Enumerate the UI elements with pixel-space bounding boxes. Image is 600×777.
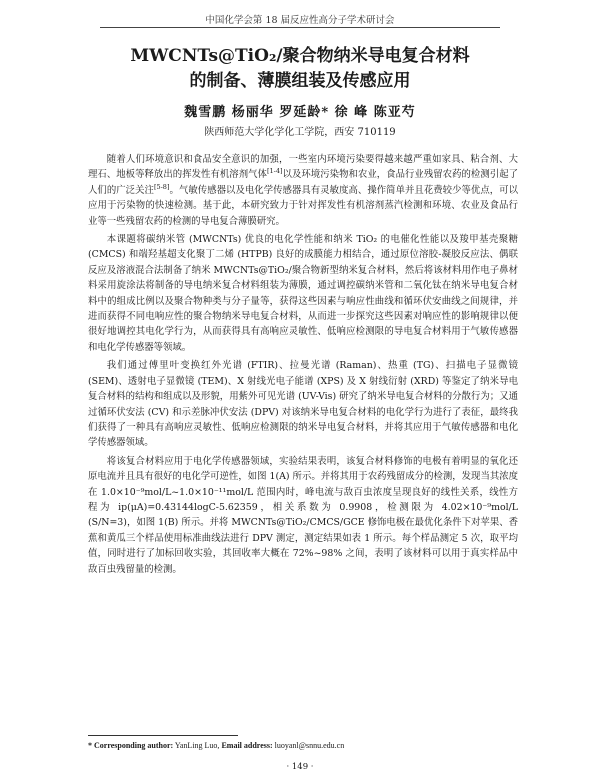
header-rule bbox=[100, 27, 500, 28]
paragraph-2: 本课题将碳纳米管 (MWCNTs) 优良的电化学性能和纳米 TiO₂ 的电催化性能以及羧甲基壳聚糖 (CMCS) 和端羟基超支化聚丁二烯 (HTPB) 良好的成膜能力相结合，通过原位溶胶-凝胶反应法、偶联反应及溶液混合法制备了纳米 MWCNTs@TiO₂/聚合物新型纳米复合材料，然后将该材料用作电子鼻材料采用旋涂法将制备的导电纳米复合材料组装为薄膜，通过调控碳纳米管和二氧化钛在纳米导电复合材料中的组成比例以及聚合物种类与分子量等，获得这些因素与响应性曲线和循环伏安曲线之间规律，并进而获得不同电响应性的聚合物纳米导电复合材料，从而进一步探究这些因素对响应性的影响规律以便很好地调控其电化学行为，从而获得具有高响应灵敏性、低响应检测限的导电复合材料用于气敏传感器和电化学传感器等领域。 bbox=[88, 234, 518, 353]
title-line-2: 的制备、薄膜组装及传感应用 bbox=[189, 71, 411, 91]
footnote-rule bbox=[88, 735, 238, 736]
paragraph-3: 我们通过傅里叶变换红外光谱 (FTIR)、拉曼光谱 (Raman)、热重 (TG)、扫描电子显微镜 (SEM)、透射电子显微镜 (TEM)、X 射线光电子能谱 (XPS) 及 X 射线衍射 (XRD) 等鉴定了纳米导电复合材料的结构和组成以及形貌，用紫外可见光谱 (UV-Vis) 研究了纳米导电复合材料的分散行为；又通过循环伏安法 (CV) 和示差脉冲伏安法 (DPV) 对该纳米导电复合材料的电化学行为进行了表征，最终我们获得了一种具有高响应灵敏性、低响应检测限的纳米导电复合材料，并将其应用于气敏传感器和电化学传感器领域。 bbox=[88, 360, 518, 449]
page-number: · 149 · bbox=[286, 762, 314, 772]
footnote-label: * Corresponding author: bbox=[88, 741, 174, 750]
footnote-name: YanLing Luo, bbox=[174, 741, 220, 750]
footnote-email-label: Email address: bbox=[221, 741, 273, 750]
citation-1-4: [1-4] bbox=[266, 167, 283, 176]
affiliation: 陕西师范大学化学化工学院，西安 710119 bbox=[204, 127, 396, 138]
paragraph-1-part-a: 随着人们环境意识和食品安全意识的加强，一些室内环境污染要得越来越严重如家具、粘合剂、大理石、地板等释放出的挥发性有机溶剂气体 bbox=[88, 154, 518, 181]
paragraph-1-part-b: 以及环境污染物和农业，食品行业残留农药的检测引起了人们的广泛关注 bbox=[88, 169, 518, 196]
paragraph-1 bbox=[88, 152, 518, 229]
paper-title bbox=[0, 44, 600, 94]
running-head: 中国化学会第 18 届反应性高分子学术研讨会 bbox=[205, 15, 395, 26]
citation-5-8: [5-8] bbox=[153, 182, 170, 191]
paragraph-1-part-c: 。气敏传感器以及电化学传感器具有灵敏度高、操作简单并且花费较少等优点，可以应用于污染物的快速检测。基于此，本研究致力于针对挥发性有机溶剂蒸汽检测和环境、农业及食品行业等一些残留农药的检测的导电复合薄膜研究。 bbox=[88, 184, 518, 227]
body-text bbox=[88, 152, 518, 580]
paragraph-4: 将该复合材料应用于电化学传感器领域，实验结果表明，该复合材料修饰的电极有着明显的氧化还原电流并且具有很好的电化学可逆性，如图 1(A) 所示。并将其用于农药残留成分的检测，发现当其浓度在 1.0×10⁻⁹mol/L~1.0×10⁻¹¹mol/L 范围内时，峰电流与敌百虫浓度呈现良好的线性关系，线性方程为 ip(μA)=0.43144logC-5.62359，相关系数为 0.9908，检测限为 4.02×10⁻⁹mol/L (S/N=3)，如图 1(B) 所示。并将 MWCNTs@TiO₂/CMCS/GCE 修饰电极在最优化条件下对苹果、香蕉和黄瓜三个样品使用标准曲线法进行 DPV 测定，测定结果如表 1 所示。每个样品测定 5 次，取平均值，同时进行了加标回收实验，其回收率大概在 72%~98% 之间，表明了该材料可以用于真实样品中敌百虫残留量的检测。 bbox=[88, 455, 518, 575]
footnote bbox=[88, 741, 518, 750]
title-line-1: MWCNTs@TiO₂/聚合物纳米导电复合材料 bbox=[130, 46, 470, 66]
author-list: 魏雪鹏 杨丽华 罗延龄* 徐 峰 陈亚芍 bbox=[184, 105, 416, 120]
footnote-email: luoyanl@snnu.edu.cn bbox=[274, 741, 345, 750]
